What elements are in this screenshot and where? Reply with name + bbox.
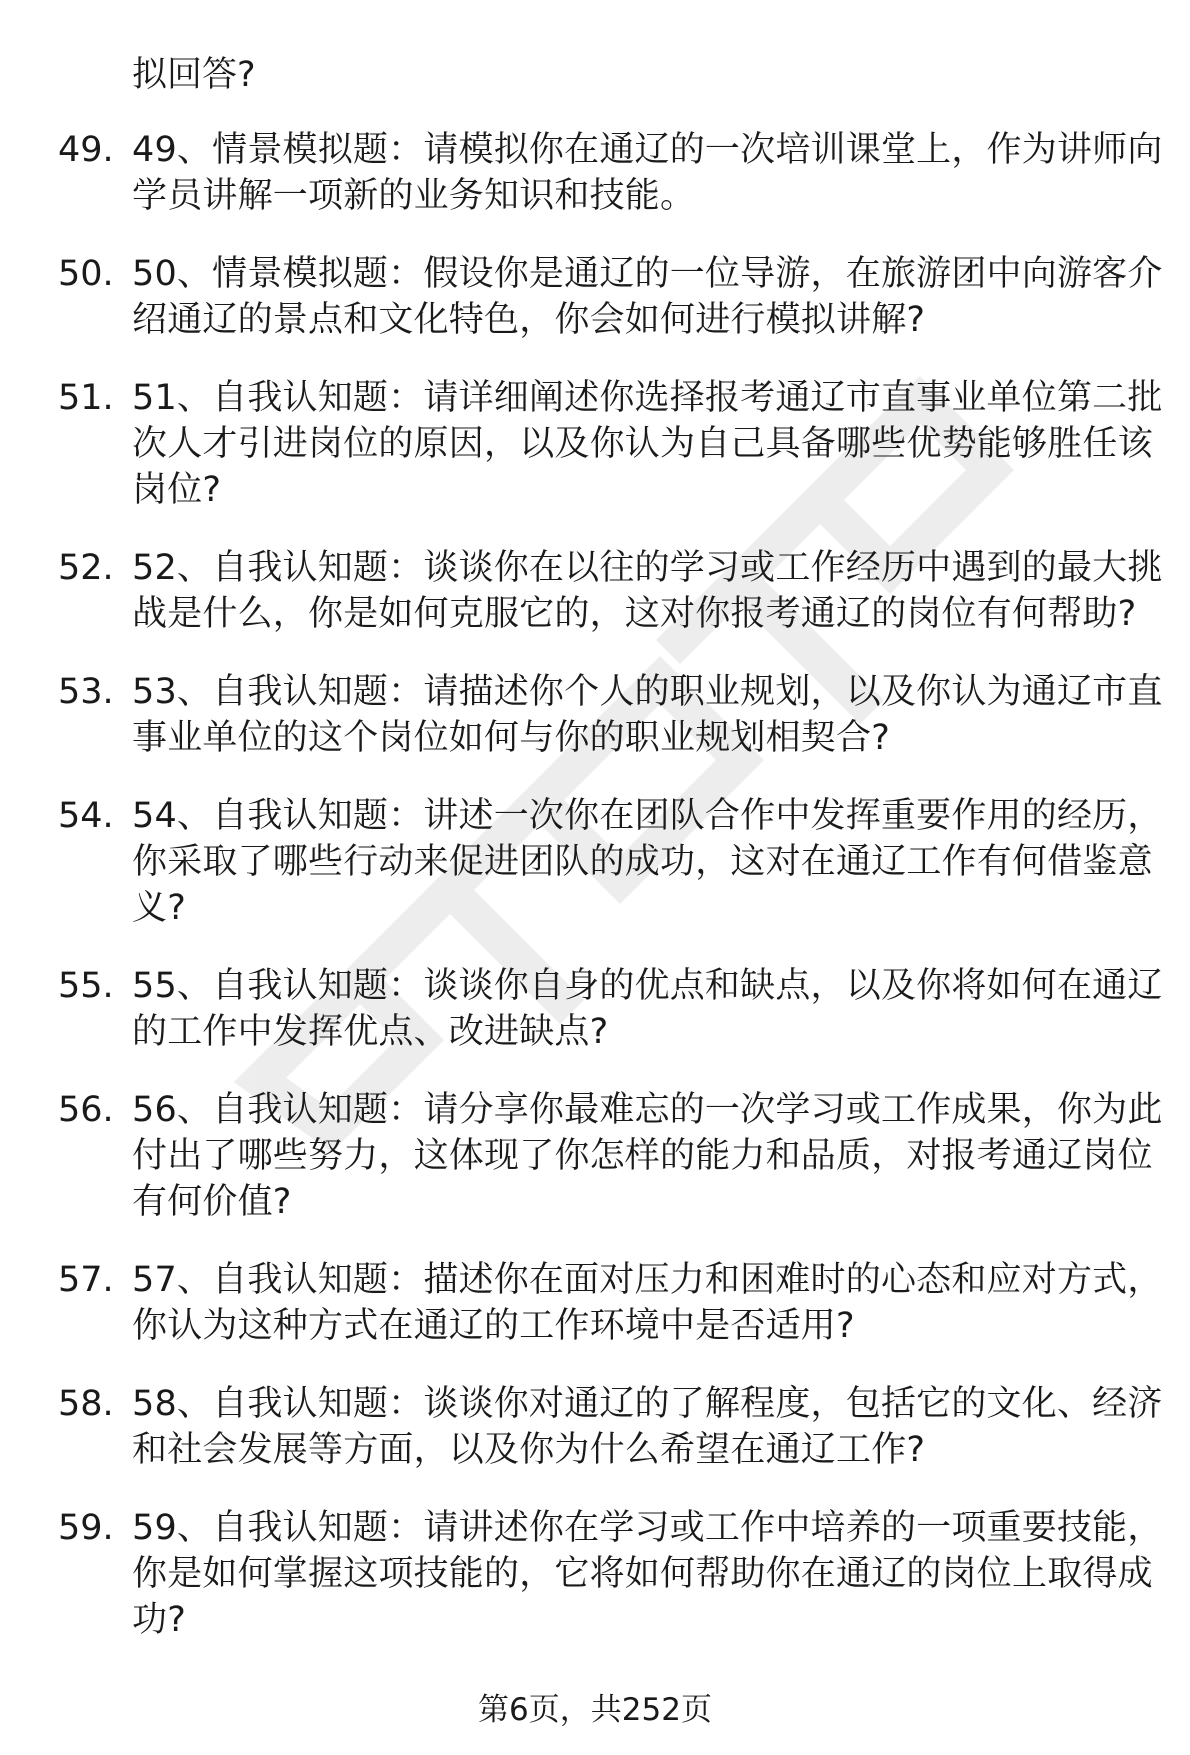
question-number: 50. bbox=[58, 254, 114, 294]
continuation-text: 拟回答? bbox=[132, 55, 256, 95]
question-item bbox=[0, 1381, 1172, 1473]
question-item bbox=[0, 251, 1172, 343]
question-number: 54. bbox=[58, 796, 114, 836]
question-text: 59、自我认知题：请讲述你在学习或工作中培养的一项重要技能，你是如何掌握这项技能的，它将如何帮助你在通辽的岗位上取得成功? bbox=[132, 1508, 1163, 1640]
question-number: 52. bbox=[58, 548, 114, 588]
question-number: 53. bbox=[58, 672, 114, 712]
question-number: 55. bbox=[58, 966, 114, 1006]
question-text: 54、自我认知题：讲述一次你在团队合作中发挥重要作用的经历，你采取了哪些行动来促进团队的成功，这对在通辽工作有何借鉴意义? bbox=[132, 796, 1163, 928]
question-item bbox=[0, 1505, 1172, 1643]
question-item bbox=[0, 545, 1172, 637]
question-item bbox=[0, 127, 1172, 219]
question-item bbox=[0, 963, 1172, 1055]
page-footer: 第6页，共252页 bbox=[478, 1692, 712, 1728]
question-text: 57、自我认知题：描述你在面对压力和困难时的心态和应对方式，你认为这种方式在通辽的工作环境中是否适用? bbox=[132, 1260, 1163, 1346]
question-text: 49、情景模拟题：请模拟你在通辽的一次培训课堂上，作为讲师向学员讲解一项新的业务知识和技能。 bbox=[132, 130, 1163, 216]
question-number: 49. bbox=[58, 130, 114, 170]
question-item bbox=[0, 375, 1172, 513]
question-text: 52、自我认知题：谈谈你在以往的学习或工作经历中遇到的最大挑战是什么，你是如何克服它的，这对你报考通辽的岗位有何帮助? bbox=[132, 548, 1163, 634]
question-text: 53、自我认知题：请描述你个人的职业规划，以及你认为通辽市直事业单位的这个岗位如何与你的职业规划相契合? bbox=[132, 672, 1163, 758]
question-number: 58. bbox=[58, 1384, 114, 1424]
question-number: 57. bbox=[58, 1260, 114, 1300]
question-item bbox=[0, 1257, 1172, 1349]
question-text: 50、情景模拟题：假设你是通辽的一位导游，在旅游团中向游客介绍通辽的景点和文化特色，你会如何进行模拟讲解? bbox=[132, 254, 1163, 340]
question-number: 59. bbox=[58, 1508, 114, 1548]
question-text: 56、自我认知题：请分享你最难忘的一次学习或工作成果，你为此付出了哪些努力，这体现了你怎样的能力和品质，对报考通辽岗位有何价值? bbox=[132, 1090, 1163, 1222]
question-text: 55、自我认知题：谈谈你自身的优点和缺点，以及你将如何在通辽的工作中发挥优点、改进缺点? bbox=[132, 966, 1163, 1052]
question-item bbox=[0, 793, 1172, 931]
question-number: 56. bbox=[58, 1090, 114, 1130]
question-text: 51、自我认知题：请详细阐述你选择报考通辽市直事业单位第二批次人才引进岗位的原因，以及你认为自己具备哪些优势能够胜任该岗位? bbox=[132, 378, 1163, 510]
question-item bbox=[0, 669, 1172, 761]
question-list bbox=[0, 127, 1190, 1675]
question-item bbox=[0, 1087, 1172, 1225]
question-text: 58、自我认知题：谈谈你对通辽的了解程度，包括它的文化、经济和社会发展等方面，以及你为什么希望在通辽工作? bbox=[132, 1384, 1163, 1470]
question-number: 51. bbox=[58, 378, 114, 418]
